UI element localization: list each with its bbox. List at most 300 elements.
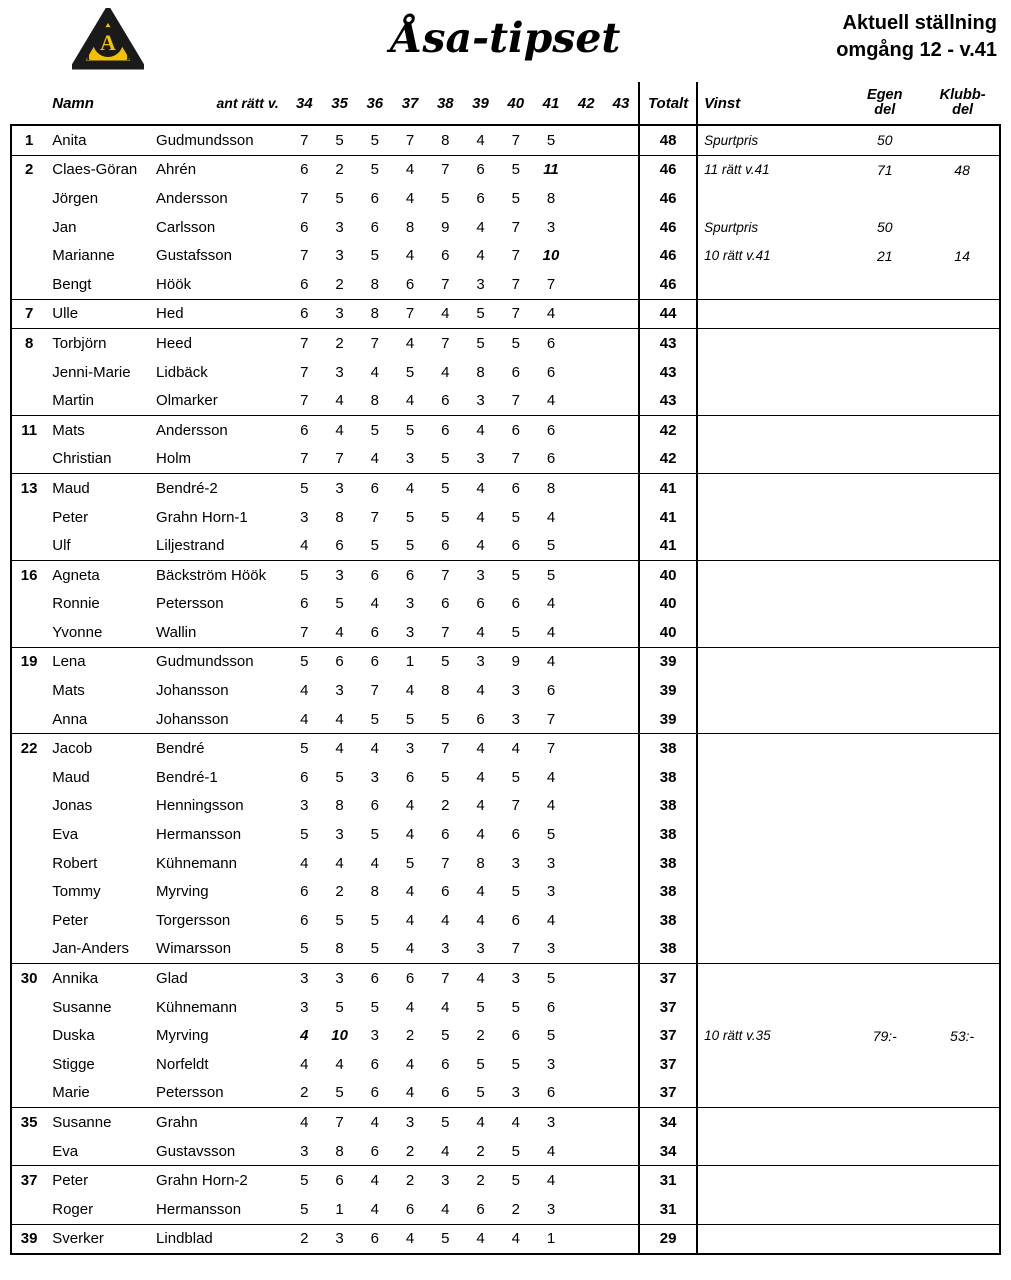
row-match-38: 5 [441,768,450,786]
row-vinst [697,1137,844,1166]
row-vinst [697,618,844,647]
row-match-37: 2 [405,1027,415,1045]
row-match-35: 4 [335,392,344,410]
row-total: 38 [639,792,697,821]
row-match-35: 8 [335,1142,344,1160]
row-match-42 [569,503,604,532]
row-klubb-del [925,358,1000,387]
row-total: 34 [639,1137,697,1166]
row-rank: 35 [11,1108,46,1137]
row-egen-del [844,531,925,560]
row-match-42 [569,386,604,415]
row-last-name: Andersson [154,415,287,444]
row-first-name: Peter [52,911,89,929]
row-match-34: 5 [287,474,322,503]
row-match-38: 6 [441,883,450,901]
row-match-34: 4 [300,1055,309,1073]
row-match-40: 4 [498,734,533,763]
row-first-name: Marie [52,1084,90,1102]
standings-subtitle [836,10,997,64]
row-last-name: Liljestrand [156,537,225,555]
row-klubb-del [925,618,1000,647]
row-total: 38 [639,734,697,763]
row-klubb-del [925,1195,1000,1224]
row-match-36: 6 [357,474,392,503]
row-match-38: 7 [441,854,450,872]
row-match-39: 3 [476,940,485,958]
row-match-41: 4 [546,768,556,786]
row-match-42 [569,184,604,213]
row-match-38: 6 [441,1084,450,1102]
table-row [11,560,1000,589]
row-match-42 [569,792,604,821]
row-rank [11,906,46,935]
table-row [11,1021,1000,1050]
row-total: 46 [639,184,697,213]
row-klubb-del [925,820,1000,849]
row-vinst [697,474,844,503]
col-match-35: 35 [322,82,357,125]
row-first-name: Maud [52,768,90,786]
row-match-42 [569,1079,604,1108]
row-egen-del [844,445,925,474]
row-match-38: 8 [441,131,450,149]
row-first-name: Martin [52,392,94,410]
row-match-35: 3 [322,474,357,503]
col-egen-line2: del [874,102,896,118]
row-match-34: 7 [300,247,309,265]
col-ant-ratt: ant rätt v. [154,82,287,125]
row-total: 40 [639,590,697,619]
row-match-34: 4 [300,710,309,728]
row-klubb-del [925,184,1000,213]
row-vinst [697,531,844,560]
row-match-41: 5 [546,131,556,149]
row-egen-del [844,820,925,849]
row-rank [11,1021,46,1050]
row-last-name: Grahn [154,1108,287,1137]
table-row [11,213,1000,242]
row-rank [11,993,46,1022]
row-match-43 [604,125,639,155]
row-match-38: 9 [441,218,450,236]
row-egen-del [844,299,925,329]
row-last-name: Holm [156,450,192,468]
row-match-38: 4 [441,998,450,1016]
row-klubb-del [925,1224,1000,1254]
row-egen-del [844,1195,925,1224]
row-egen-del [844,734,925,763]
row-last-name: Henningsson [156,797,244,815]
row-match-43 [604,1137,639,1166]
row-total: 46 [639,155,697,184]
row-match-39: 4 [463,415,498,444]
row-egen-del [844,849,925,878]
row-vinst [697,184,844,213]
row-match-36: 3 [370,1027,379,1045]
row-match-43 [604,213,639,242]
row-match-38: 5 [441,189,450,207]
row-match-34: 5 [287,560,322,589]
row-rank [11,386,46,415]
row-match-35: 3 [335,247,344,265]
row-match-39: 4 [463,1224,498,1254]
table-row [11,993,1000,1022]
row-match-37: 4 [405,998,415,1016]
row-match-42 [569,877,604,906]
row-klubb-del [925,993,1000,1022]
row-match-35: 2 [335,883,344,901]
row-match-36: 7 [357,329,392,358]
row-vinst [697,849,844,878]
row-match-40: 5 [511,189,520,207]
row-match-40: 6 [511,1027,520,1045]
row-vinst [697,445,844,474]
row-match-37: 5 [405,537,415,555]
row-last-name: Bendré-2 [154,474,287,503]
row-total: 43 [639,358,697,387]
row-match-39: 3 [463,560,498,589]
row-match-42 [569,993,604,1022]
subtitle-line-1: Aktuell ställning [842,12,997,34]
row-last-name: Hed [154,299,287,329]
row-match-38: 5 [428,1108,463,1137]
row-egen-del [844,877,925,906]
col-match-34: 34 [287,82,322,125]
row-match-37: 6 [392,560,427,589]
standings-table [10,82,1001,1255]
row-klubb-del [925,1137,1000,1166]
row-match-42 [569,358,604,387]
row-last-name: Bendré-1 [156,768,218,786]
row-match-39: 5 [463,329,498,358]
row-vinst [697,734,844,763]
row-match-39: 4 [476,768,485,786]
row-match-39: 5 [476,1084,485,1102]
row-match-34: 7 [287,329,322,358]
row-match-43 [604,299,639,329]
table-row [11,906,1000,935]
row-match-38: 4 [428,299,463,329]
row-klubb-del [925,213,1000,242]
row-last-name: Bendré [154,734,287,763]
row-last-name: Grahn Horn-1 [156,508,248,526]
row-last-name: Gudmundsson [156,131,254,149]
row-match-37: 5 [392,415,427,444]
row-egen-del: 50 [876,132,893,149]
row-rank: 16 [11,560,46,589]
row-vinst [697,792,844,821]
row-vinst [697,964,844,993]
row-total: 46 [639,213,697,242]
row-match-41: 6 [546,363,556,381]
row-vinst [697,993,844,1022]
row-match-39: 2 [476,1027,485,1045]
row-match-43 [604,618,639,647]
row-total: 38 [639,849,697,878]
row-match-42 [569,1166,604,1195]
row-first-name: Eva [52,1142,79,1160]
row-total: 43 [639,386,697,415]
row-match-34: 6 [300,275,309,293]
row-match-34: 6 [287,415,322,444]
row-egen-del [844,618,925,647]
row-first-name: Anita [52,131,87,149]
row-rank [11,213,46,242]
row-match-34: 7 [300,450,309,468]
row-match-36: 8 [370,883,379,901]
row-rank [11,358,46,387]
row-match-39: 4 [476,623,485,641]
row-match-34: 7 [300,131,309,149]
row-match-34: 3 [300,1142,309,1160]
row-rank [11,877,46,906]
row-match-40: 7 [511,450,520,468]
row-match-43 [604,647,639,676]
row-vinst: 11 rätt v.41 [697,155,844,184]
row-match-34: 3 [300,998,309,1016]
row-rank [11,1079,46,1108]
row-match-42 [569,849,604,878]
table-row [11,270,1000,299]
row-match-38: 2 [441,797,450,815]
row-match-37: 3 [392,1108,427,1137]
row-match-38: 6 [441,247,450,265]
row-vinst [697,299,844,329]
row-match-40: 4 [498,1108,533,1137]
table-row [11,964,1000,993]
row-match-43 [604,531,639,560]
row-match-35: 3 [322,299,357,329]
table-row [11,647,1000,676]
row-match-39: 4 [476,131,485,149]
row-match-34: 4 [300,1027,309,1045]
row-match-35: 1 [335,1200,344,1218]
row-match-36: 6 [357,964,392,993]
row-match-35: 4 [335,623,344,641]
table-row [11,763,1000,792]
row-klubb-del [925,792,1000,821]
row-match-39: 4 [476,911,485,929]
row-match-34: 7 [300,189,309,207]
row-match-41: 4 [533,1166,568,1195]
row-match-34: 3 [287,964,322,993]
row-match-40: 9 [498,647,533,676]
row-match-39: 4 [476,537,485,555]
row-match-37: 1 [392,647,427,676]
row-total: 48 [639,125,697,155]
row-egen-del [844,503,925,532]
row-vinst: Spurtpris [704,219,759,235]
row-match-43 [604,705,639,734]
row-match-34: 6 [300,218,309,236]
row-first-name: Claes-Göran [46,155,154,184]
row-vinst [697,676,844,705]
row-vinst: Spurtpris [704,132,759,148]
row-match-42 [569,820,604,849]
row-egen-del [844,1137,925,1166]
row-match-35: 4 [335,854,344,872]
row-first-name: Jenni-Marie [52,363,131,381]
row-match-37: 6 [405,275,415,293]
row-match-36: 4 [370,450,379,468]
row-match-40: 3 [511,710,520,728]
row-match-43 [604,1050,639,1079]
row-rank [11,935,46,964]
row-egen-del [844,184,925,213]
row-match-35: 6 [322,1166,357,1195]
row-rank [11,1137,46,1166]
row-match-40: 5 [498,155,533,184]
table-row [11,792,1000,821]
row-match-42 [569,531,604,560]
row-klubb-del [925,877,1000,906]
table-row [11,590,1000,619]
table-row [11,503,1000,532]
row-match-36: 4 [357,734,392,763]
row-match-38: 6 [441,826,450,844]
row-match-40: 3 [498,964,533,993]
row-total: 31 [639,1195,697,1224]
row-match-40: 6 [511,595,520,613]
col-match-42: 42 [569,82,604,125]
row-match-36: 5 [370,826,379,844]
row-match-43 [604,474,639,503]
row-match-37: 5 [405,710,415,728]
row-match-34: 6 [300,768,309,786]
row-match-37: 6 [405,1200,415,1218]
row-first-name: Jan [52,218,77,236]
row-match-36: 5 [370,911,379,929]
row-klubb-del [925,531,1000,560]
row-last-name: Gustafsson [156,247,232,265]
col-klubb-del [925,82,1000,125]
table-row [11,531,1000,560]
row-match-38: 3 [428,1166,463,1195]
row-match-37: 4 [405,883,415,901]
row-klubb-del [925,474,1000,503]
col-name: Namn [46,82,154,125]
row-match-43 [604,590,639,619]
row-match-42 [569,474,604,503]
row-first-name: Agneta [46,560,154,589]
row-match-36: 4 [370,854,379,872]
row-total: 38 [639,763,697,792]
row-rank [11,705,46,734]
row-first-name: Jonas [52,797,93,815]
row-match-38: 7 [428,155,463,184]
row-match-37: 8 [405,218,415,236]
svg-text:F: F [126,51,133,63]
table-row [11,618,1000,647]
row-match-43 [604,964,639,993]
row-last-name: Lindblad [154,1224,287,1254]
row-match-37: 4 [405,797,415,815]
row-vinst [697,329,844,358]
row-match-36: 5 [370,131,379,149]
row-match-42 [569,763,604,792]
row-last-name: Wallin [156,623,197,641]
row-match-42 [569,155,604,184]
row-total: 39 [639,705,697,734]
row-egen-del [844,358,925,387]
row-klubb-del [925,270,1000,299]
row-rank [11,792,46,821]
row-rank: 11 [11,415,46,444]
table-row [11,935,1000,964]
row-match-40: 5 [511,508,520,526]
row-match-37: 4 [405,392,415,410]
header-row [11,82,1000,125]
row-match-35: 6 [335,537,344,555]
row-match-39: 6 [476,595,485,613]
row-match-40: 5 [498,329,533,358]
table-row [11,415,1000,444]
row-vinst [697,1108,844,1137]
row-vinst [697,386,844,415]
row-match-43 [604,386,639,415]
row-match-34: 4 [300,682,309,700]
row-match-41: 3 [546,1200,556,1218]
row-match-38: 4 [441,1200,450,1218]
row-match-34: 4 [300,537,309,555]
row-match-36: 6 [357,647,392,676]
row-match-36: 6 [370,189,379,207]
row-egen-del [844,935,925,964]
table-row [11,705,1000,734]
table-body [11,125,1000,1254]
row-match-43 [604,445,639,474]
row-match-38: 8 [441,682,450,700]
row-match-35: 3 [335,682,344,700]
row-match-36: 6 [370,218,379,236]
col-egen-del [844,82,925,125]
row-match-43 [604,241,639,270]
row-match-41: 3 [546,883,556,901]
row-total: 37 [639,964,697,993]
row-egen-del [844,329,925,358]
row-match-35: 2 [322,329,357,358]
row-rank [11,763,46,792]
row-match-41: 7 [546,275,556,293]
row-match-40: 5 [511,1055,520,1073]
row-match-34: 4 [300,854,309,872]
row-last-name: Carlsson [156,218,216,236]
row-match-42 [569,1137,604,1166]
row-match-37: 4 [405,1055,415,1073]
row-rank [11,184,46,213]
row-match-42 [569,125,604,155]
row-match-40: 6 [498,415,533,444]
row-last-name: Wimarsson [156,940,232,958]
row-match-42 [569,1021,604,1050]
row-egen-del [844,1079,925,1108]
row-match-35: 2 [322,155,357,184]
page-header [10,6,1001,82]
row-match-41: 4 [546,392,556,410]
row-match-39: 8 [476,363,485,381]
row-match-38: 5 [428,474,463,503]
row-last-name: Heed [154,329,287,358]
row-total: 34 [639,1108,697,1137]
row-klubb-del [925,1166,1000,1195]
row-klubb-del [925,849,1000,878]
row-match-41: 4 [533,647,568,676]
row-match-40: 7 [511,940,520,958]
row-klubb-del [925,1079,1000,1108]
row-egen-del [844,560,925,589]
row-match-35: 4 [335,710,344,728]
